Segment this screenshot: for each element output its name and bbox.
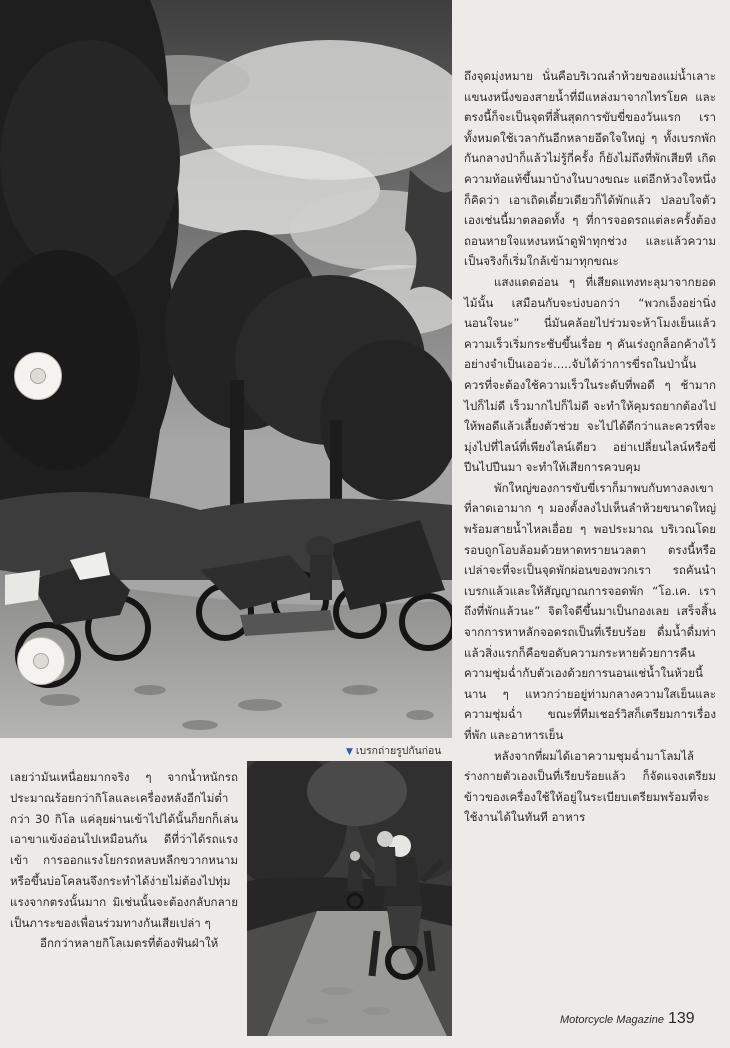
article-paragraph: ถึงจุดมุ่งหมาย นั่นคือบริเวณลำห้วยของแม่น้ำเลาะ แขนงหนึ่งของสายน้ำที่มีแหล่งมาจากไทรโยค และตรงนี้ก็จะเป็นจุดที่สิ้นสุดการขับขี่ของวันแรก เราทั้งหมดใช้เวลากันอีกหลายอึดใจใหญ่ ๆ ทั้งเบรกพักกันกลางป่าก็แล้วไม่รู้กี่ครั้ง ก็ยังไม่ถึงที่พักเสียที เกิดความท้อแท้ขึ้นมาบ้างในบางขณะ แต่อีกห้วงใจหนึ่งก็คิดว่า เอาเถิดเดี๋ยวเดียวก็ได้พักแล้ว ปลอบใจตัวเองเช่นนี้มาตลอดทั้ง ๆ ที่การจอดรถแต่ละครั้งต้องถอนหายใจแหงนหน้าดูฟ้าทุกช่วง และแล้วความเป็นจริงก็เริ่มใกล้เข้ามาทุกขณะ <box>464 69 716 269</box>
article-paragraph: พักใหญ่ของการขับขี่เราก็มาพบกับทางลงเขาที่ลาดเอามาก ๆ มองตั้งลงไปเห็นลำห้วยขนาดใหญ่พร้อมสายน้ำไหลเอื่อย ๆ พอประมาณ บริเวณโดยรอบถูกโอบล้อมด้วยหาดทรายนวลตา ตรงนี้หรือเปล่าจะที่จะเป็นจุดพักผ่อนของพวกเรา รถคันนำเบรกแล้วและให้สัญญาณการจอดพัก “โอ.เค. เราถึงที่พักแล้วนะ” จิตใจดีขึ้นมาเป็นกองเลย เสร็จสิ้นจากการหาหลักจอดรถเป็นที่เรียบร้อย ดื่มน้ำดื่มท่าแล้วสิ่งแรกก็คือขอดับความกระหายด้วยการคืนความชุ่มฉ่ำกับตัวเองด้วยการนอนแช่น้ำในห้วยนี้ นาน ๆ แหวกว่ายอยู่ท่ามกลางความใสเย็นและความชุ่มฉ่ำ ขณะที่ทีมเชอร์วิสก็เตรียมการเรื่องที่พัก และอาหารเย็น <box>464 480 716 742</box>
article-paragraph: แสงแดดอ่อน ๆ ที่เสียดแทงทะลุมาจากยอดไม้นั้น เสมือนกับจะบ่งบอกว่า “พวกเอ็งอย่านิ่งนอนใจนะ” นี่มันคล้อยไปร่วมจะห้าโมงเย็นแล้ว ความเร็วเริ่มกระชับขึ้นเรื่อย ๆ คันเร่งถูกล็อกค้างไว้อย่างจำเป็นเออว่ะ.....จับได้ว่าการขี่รถในป่านั้น ควรที่จะต้องใช้ความเร็วในระดับที่พอดี ๆ ช้ามากไปก็ไม่ดี เร็วมากไปก็ไม่ดี จะทำให้คุมรถยากต้องไปให้พอดีแล้วเลี้ยงตัวช่วย จะไปได้ดีกว่าและควรที่จะมุ่งไปที่ไลน์ที่เพียงไลน์เดียว อย่าเปลี่ยนไลน์หรือขี่ปีนไปปีนมา จะทำให้เสียการควบคุม <box>464 274 716 475</box>
riders-photo <box>247 761 452 1036</box>
article-right-column <box>464 66 716 828</box>
article-left-column <box>10 767 238 954</box>
caption-text: เบรกถ่ายรูปกันก่อน <box>355 745 442 757</box>
magazine-name: Motorcycle Magazine <box>560 1014 664 1026</box>
riders-photo-image <box>247 761 452 1036</box>
article-paragraph: อีกกว่าหลายกิโลเมตรที่ต้องฟันฝ่าให้ <box>40 936 219 951</box>
main-photo-image <box>0 0 452 738</box>
article-paragraph: หลังจากที่ผมได้เอาความชุมฉ่ำมาโลมไล้ร่างกายตัวเองเป็นที่เรียบร้อยแล้ว ก็จัดแจงเตรียมข้าวของเครื่องใช้ให้อยู่ในระเบียบเตรียมพร้อมที่จะใช้งานได้ในทันที อาหาร <box>464 748 716 825</box>
main-photo <box>0 0 452 738</box>
binder-hole-top <box>14 352 62 400</box>
caption-triangle-icon: ▼ <box>346 747 353 757</box>
photo-caption <box>346 742 441 759</box>
article-paragraph: เลยว่ามันเหนื่อยมากจริง ๆ จากน้ำหนักรถประมาณร้อยกว่ากิโลและเครื่องหลังอีกไม่ต่ำกว่า 30 กิโล แค่ลุยผ่านเข้าไปได้นั้นก็ยกก็เล่นเอาขาแข้งอ่อนไปเหมือนกัน ดีที่ว่าได้รถแรงเข้า การออกแรงโยกรถหลบหลีกขวากหนาม หรือขึ้นบ่อโคลนจึงกระทำได้ง่ายไม่ต้องไปทุ่มแรงจากตรงนั้นมาก มิเช่นนั้นจะต้องกลับกลายเป็นภาระของเพื่อนร่วมทางกันเสียเปล่า ๆ <box>10 770 238 930</box>
page-footer <box>560 1008 695 1028</box>
binder-hole-bottom <box>17 637 65 685</box>
page-number: 139 <box>667 1010 695 1027</box>
